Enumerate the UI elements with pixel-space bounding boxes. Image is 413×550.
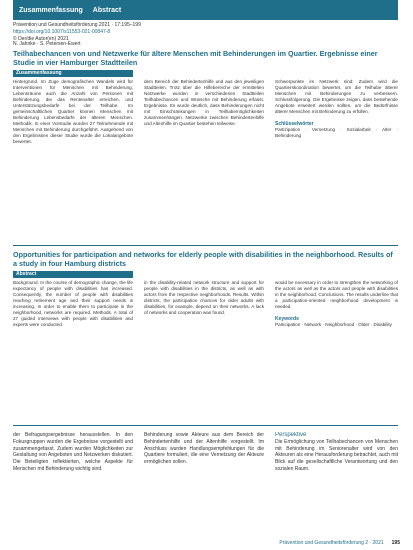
copyright: © Der/die Autor(en) 2021	[13, 36, 69, 42]
perspektive-text: Die Ermöglichung von Teilhabechancen von Menschen mit Behinderung im Seniorenalter wird von den Akteuren als eine Herausforderung betrachtet, auch mit Blick auf die gesellschaftliche Verantwortung und den sozialen Raum.	[275, 438, 398, 472]
page-footer	[279, 540, 400, 546]
perspektive-heading: Perspektive	[275, 432, 307, 438]
body-col1: der Befragungsergebnisse herausstellen. In den Fokusgruppen wurden die Ergebnisse vorgestellt und zusammengefasst. Zudem wurden Möglichkeiten zur Gestaltung von Angeboten und Netzwerken diskutiert. Die Beteiligten reflektierten, welche Aspekte für Menschen mit Behinderung wichtig sind.	[13, 432, 133, 472]
en-abstract-col1	[13, 271, 133, 421]
en-abstract-col3	[275, 280, 398, 421]
de-abstract-col2	[144, 79, 264, 242]
divider-bottom	[13, 425, 398, 426]
de-abstract-col1	[13, 70, 133, 242]
en-text-col1: Background. In the course of demographic change, the life expectancy of people with disabilities has increased. Consequently, the number of people with disabilities reaching retirement age and their support needs is increasing. In order to enable them to participate in the neighborhood, networks are required. Methods. A total of 27 guided interviews with people with disabilities and experts were conducted.	[13, 280, 133, 327]
journal-citation: Prävention und Gesundheitsförderung 2021 · 17:195–199	[13, 22, 141, 28]
body-col3	[275, 432, 398, 532]
en-text-col3: would be necessary in order to strengthen the networking of the actors as well as the actors and people with disabilities in the neighborhood. Conclusions. The results underline that a participation-oriented neighborhood development is needed.	[275, 280, 398, 309]
doi-link[interactable]: https://doi.org/10.1007/s11553-021-00847-8	[13, 29, 111, 35]
title-german: Teilhabechancen von und Netzwerke für ältere Menschen mit Behinderungen im Quartier. Ergebnisse einer Studie in vier Hamburger Stadtteilen	[13, 49, 378, 67]
de-keywords-heading: Schlüsselwörter	[275, 121, 314, 127]
en-text-col2: in the disability-related network structure and support for people with disabilities in the districts, as well as with actors from the respective neighborhoods. Results. Within districts, the participation chances for older adults with disabilities, for example, depend on their networks. A lack of networks and cooperation was found.	[144, 280, 264, 315]
de-text-col3: Schwerpunkte im Netzwerk sind: Zudem wird die Quartierskoordination bewertet, um die Teilhabe älterer Menschen mit Behinderungen zu verbessern. Schlussfolgerung. Die Ergebnisse zeigen, dass bestehende Angebote erweitert werden sollten, um die Bedürfnisse älterer Menschen mit Behinderung zu erfüllen.	[275, 79, 398, 114]
header-zusammenfassung: Zusammenfassung	[19, 6, 83, 14]
title-english: Opportunities for participation and networks for elderly people with disabilities in the neighborhood. Results of a study in four Hamburg districts	[13, 250, 393, 268]
header-abstract: Abstract	[92, 6, 122, 14]
section-header-bar	[13, 0, 398, 20]
en-keywords: Participation · Network · Neighborhood · Older · Disability	[275, 322, 392, 327]
de-text-col1: Hintergrund. Im Zuge demografischen Wandels wird für Interventionen für Menschen mit Behinderung, Lebensräume auch die Anzahl von Personen mit Behinderung, die das Rentenalter erreichen, und Unterstützungsbedarfe bei der Teilhabe. Im gemeinschaftlichen Quartier können Menschen mit Behinderung Lebensbedarfe der älteren Menschen. Methodik. In einer Vorstudie wurden 27 Teilnehmende mit Menschen mit Behinderung durchgeführt. Ausgehend von den Ergebnissen dieser Studie wurde die Lokalangebote bewertet.	[13, 79, 133, 144]
de-abstract-col3	[275, 79, 398, 242]
en-keywords-heading: Keywords	[275, 316, 299, 322]
page-number: 195	[391, 540, 400, 546]
en-abstract-col2	[144, 280, 264, 421]
footer-journal: Prävention und Gesundheitsförderung 2 · 2021	[279, 540, 384, 546]
de-keywords: Partizipation · Vernetzung · Sozialarbeit · Alter · Behinderung	[275, 127, 398, 138]
divider-top	[13, 245, 398, 246]
article-meta	[13, 22, 398, 43]
body-col2: Behinderung sowie Akteure aus dem Bereich der Behindertenhilfe und der Altenhilfe vorgestellt. Im Anschluss wurden Handlungsempfehlungen für die Quartiere formuliert, die eine Vernetzung der Akteure ermöglichen sollen.	[144, 432, 264, 466]
authors: N. Jahnke · S. Petersen-Ewert	[13, 41, 81, 47]
en-section-bar: Abstract	[13, 271, 133, 278]
de-section-bar: Zusammenfassung	[13, 70, 133, 77]
de-text-col2: dem Bereich der Behindertenhilfe und aus den jeweiligen Stadtteilen. Trotz über die Hilfebereiche der ermittelten Netzwerke wurden in verschiedenen Stadtteilen Teilhabechancen und Wünsche mit Behinderung erfasst. Ergebnisse. Es wurde deutlich, dass Behinderungen nicht mit Einschränkungen in Teilhabemöglichkeiten zusammenhängen. Netzwerke zwischen Behindertenhilfe und Altenhilfe im Quartier bestehen teilweise.	[144, 79, 264, 126]
